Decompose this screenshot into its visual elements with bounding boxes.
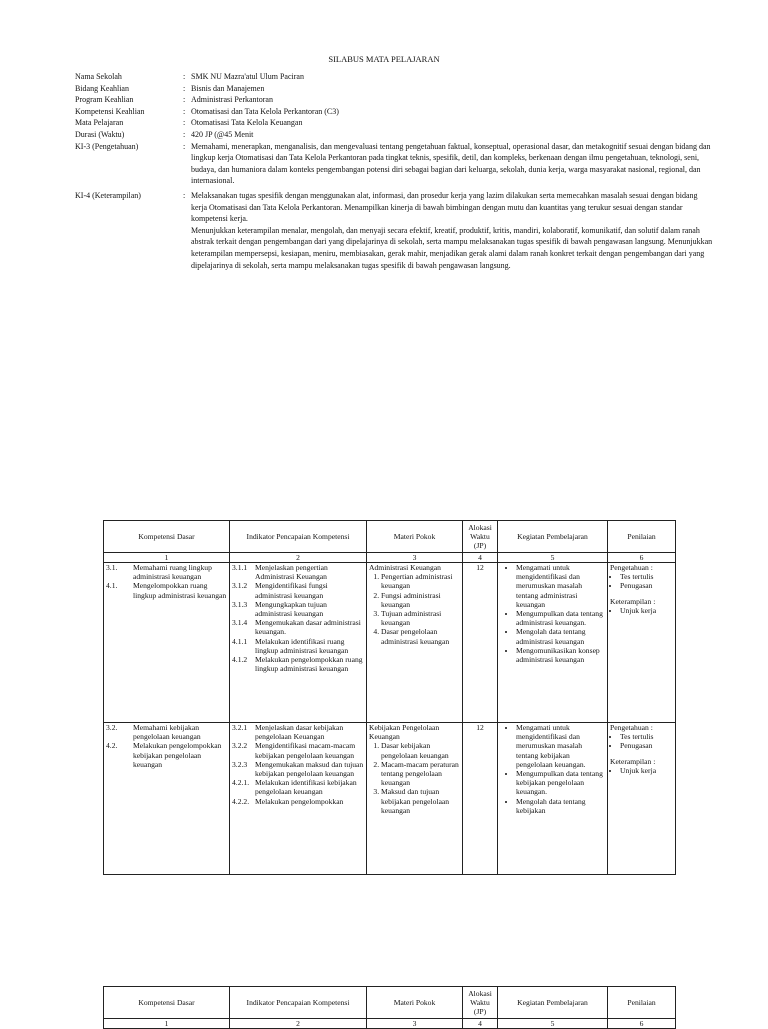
kd-number: 4.1. — [106, 581, 118, 591]
school-info — [75, 71, 715, 271]
indicator-text: Mengemukakan maksud dan tujuan kebijakan pengelolaan keuangan — [255, 759, 364, 779]
header-cell: Alokasi Waktu (JP) — [463, 987, 498, 1019]
header-cell: Kegiatan Pembelajaran — [498, 521, 608, 553]
column-number: 2 — [230, 553, 367, 563]
alokasi-value: 12 — [476, 563, 484, 572]
penilaian-label: Pengetahuan : — [610, 563, 653, 572]
kd-cell — [104, 723, 230, 875]
materi-item: 4. Dasar pengelolaan administrasi keuangan — [381, 627, 460, 645]
indicator-number: 3.1.2 — [232, 581, 248, 591]
indicator-text: Melakukan identifikasi ruang lingkup administrasi keuangan — [255, 636, 349, 655]
column-number: 6 — [608, 1019, 676, 1029]
ki3-row — [75, 141, 715, 187]
info-colon: : — [183, 106, 186, 116]
indicator-text: Menjelaskan dasar kebijakan pengelolaan Keuangan — [255, 723, 344, 742]
header-cell: Materi Pokok — [367, 987, 463, 1019]
materi-item: 2. Macam-macam peraturan tentang pengelolaan keuangan — [381, 760, 460, 788]
indicator-item — [232, 741, 364, 759]
info-label: Program Keahlian — [75, 95, 134, 105]
info-label: Bidang Keahlian — [75, 83, 129, 93]
header-cell: Kompetensi Dasar — [104, 987, 230, 1019]
kd-text: Memahami ruang lingkup administrasi keuangan — [133, 563, 212, 582]
info-row — [75, 106, 715, 118]
materi-cell — [367, 563, 463, 723]
kd-text: Memahami kebijakan pengelolaan keuangan — [133, 723, 201, 742]
kegiatan-item: • Mengamati untuk mengidentifikasi dan merumuskan masalah tentang kebijakan pengelolaan keuangan. — [516, 723, 605, 769]
info-colon: : — [183, 118, 186, 128]
indicator-text: Mengemukakan dasar administrasi keuangan. — [255, 618, 361, 637]
indicator-number: 3.1.1 — [232, 563, 248, 572]
kd-cell — [104, 563, 230, 723]
penilaian-item: • Unjuk kerja — [620, 606, 673, 615]
info-label: Durasi (Waktu) — [75, 129, 125, 139]
materi-list — [369, 572, 460, 646]
penilaian-list — [610, 732, 673, 750]
column-number: 1 — [104, 553, 230, 563]
kegiatan-cell — [498, 563, 608, 723]
info-colon: : — [183, 190, 186, 200]
ki4-row — [75, 190, 715, 271]
ki3-text: Memahami, menerapkan, menganalisis, dan mengevaluasi tentang pengetahuan faktual, konseptual, operasional dasar, dan metakognitif sesuai dengan bidang dan lingkup kerja Otomatisasi dan Tata Kelola Perkantoran pada tingkat teknis, spesifik, detil, dan kompleks, berkenaan dengan ilmu pengetahuan, teknologi, seni, budaya, dan humaniora dalam konteks pengembangan potensi diri sebagai bagian dari keluarga, sekolah, dunia kerja, warga masyarakat nasional, regional, dan internasional. — [191, 141, 711, 186]
column-number: 6 — [608, 553, 676, 563]
kd-text: Melakukan pengelompokkan kebijakan pengelolaan keuangan — [133, 741, 222, 769]
header-cell: Alokasi Waktu (JP) — [463, 521, 498, 553]
indicator-text: Menjelaskan pengertian Administrasi Keuangan — [255, 563, 328, 582]
column-number: 4 — [463, 553, 498, 563]
indicator-text: Mengungkapkan tujuan administrasi keuangan — [255, 599, 327, 619]
info-value: Otomatisasi Tata Kelola Keuangan — [191, 118, 303, 128]
kegiatan-list — [500, 563, 605, 664]
indicator-item — [232, 760, 364, 778]
materi-item: 1. Dasar kebijakan pengelolaan keuangan — [381, 741, 460, 759]
ki4-label: KI-4 (Keterampilan) — [75, 190, 141, 200]
column-number: 2 — [230, 1019, 367, 1029]
kd-number: 3.1. — [106, 563, 118, 572]
info-colon: : — [183, 83, 186, 93]
indicator-number: 4.1.2 — [232, 655, 248, 665]
indicator-number: 3.1.4 — [232, 618, 248, 628]
kd-item — [106, 741, 227, 769]
indicator-item — [232, 778, 364, 796]
penilaian-item: • Tes tertulis — [620, 572, 673, 581]
kd-item — [106, 723, 227, 741]
kd-number: 3.2. — [106, 723, 118, 732]
penilaian-list — [610, 766, 673, 775]
info-row — [75, 83, 715, 95]
penilaian-item: • Unjuk kerja — [620, 766, 673, 775]
header-cell: Penilaian — [608, 987, 676, 1019]
header-cell: Indikator Pencapaian Kompetensi — [230, 987, 367, 1019]
indicator-item — [232, 655, 364, 673]
indicator-number: 4.1.1 — [232, 636, 248, 646]
kd-item — [106, 581, 227, 599]
kegiatan-item: • Mengumpulkan data tentang administrasi keuangan. — [516, 609, 605, 627]
alokasi-cell — [463, 563, 498, 723]
indicator-text: Melakukan pengelompokkan ruang lingkup administrasi keuangan — [255, 655, 363, 674]
kegiatan-item: • Mengumpulkan data tentang kebijakan pengelolaan keuangan. — [516, 769, 605, 797]
penilaian-list — [610, 606, 673, 615]
header-cell: Penilaian — [608, 521, 676, 553]
header-cell: Materi Pokok — [367, 521, 463, 553]
penilaian-label: Keterampilan : — [610, 756, 656, 766]
column-number: 5 — [498, 553, 608, 563]
column-number: 3 — [367, 1019, 463, 1029]
ki4-paragraph: Menunjukkan keterampilan menalar, mengolah, dan menyaji secara efektif, kreatif, produktif, kritis, mandiri, kolaboratif, komunikatif, dan solutif dalam ranah abstrak terkait dengan pengembangan dari yang dipelajarinya di sekolah, serta mampu melaksanakan tugas spesifik di bawah pengawasan langsung. Menunjukkan keterampilan mempersepsi, kesiapan, meniru, membiasakan, gerak mahir, menjadikan gerak alami dalam ranah konkret terkait dengan pengembangan dari yang dipelajarinya di sekolah, serta mampu melaksanakan tugas spesifik di bawah pengawasan langsung. — [191, 225, 713, 270]
indicator-item — [232, 581, 364, 599]
indicator-cell — [230, 723, 367, 875]
column-number: 1 — [104, 1019, 230, 1029]
indicator-text: Melakukan identifikasi kebijakan pengelolaan keuangan — [255, 778, 357, 797]
header-cell: Kegiatan Pembelajaran — [498, 987, 608, 1019]
info-label: Mata Pelajaran — [75, 118, 124, 128]
column-number: 3 — [367, 553, 463, 563]
kd-text: Mengelompokkan ruang lingkup administrasi keuangan — [133, 581, 227, 600]
kegiatan-list — [500, 723, 605, 815]
indicator-text: Melakukan pengelompokkan — [255, 796, 344, 806]
info-row — [75, 117, 715, 129]
info-label: Nama Sekolah — [75, 72, 122, 81]
materi-title: Administrasi Keuangan — [369, 563, 441, 572]
column-number: 4 — [463, 1019, 498, 1029]
ki3-label: KI-3 (Pengetahuan) — [75, 141, 139, 151]
ki4-text — [191, 190, 715, 271]
indicator-item — [232, 797, 364, 806]
materi-title: Kebijakan Pengelolaan Keuangan — [369, 723, 440, 742]
materi-list — [369, 741, 460, 815]
ki4-paragraph: Melaksanakan tugas spesifik dengan menggunakan alat, informasi, dan prosedur kerja yang lazim dilakukan serta memecahkan masalah sesuai dengan bidang kerja Otomatisasi dan Tata Kelola Perkantoran. Menampilkan kinerja di bawah bimbingan dengan mutu dan kuantitas yang terukur sesuai dengan standar kompetensi kerja. — [191, 190, 698, 224]
table-row — [104, 723, 676, 875]
syllabus-table-continued — [103, 986, 676, 1029]
indicator-number: 3.2.2 — [232, 741, 248, 751]
indicator-number: 3.2.3 — [232, 759, 248, 769]
info-row — [75, 71, 715, 83]
kegiatan-item: • Mengolah data tentang kebijakan — [516, 797, 605, 815]
alokasi-value: 12 — [476, 723, 484, 732]
penilaian-cell — [608, 723, 676, 875]
indicator-item — [232, 618, 364, 636]
info-value: SMK NU Mazra'atul Ulum Paciran — [191, 72, 304, 81]
materi-item: 1. Pengertian administrasi keuangan — [381, 572, 460, 590]
info-label: Kompetensi Keahlian — [75, 106, 145, 116]
kd-item — [106, 563, 227, 581]
header-cell: Indikator Pencapaian Kompetensi — [230, 521, 367, 553]
indicator-number: 4.2.2. — [232, 796, 250, 806]
materi-item: 2. Fungsi administrasi keuangan — [381, 591, 460, 609]
indicator-number: 3.2.1 — [232, 723, 248, 732]
indicator-number: 4.2.1. — [232, 778, 250, 788]
indicator-number: 3.1.3 — [232, 599, 248, 609]
penilaian-item: • Penugasan — [620, 581, 673, 590]
indicator-item — [232, 723, 364, 741]
info-row — [75, 129, 715, 141]
column-number: 5 — [498, 1019, 608, 1029]
indicator-cell — [230, 563, 367, 723]
table-row — [104, 563, 676, 723]
info-colon: : — [183, 72, 186, 81]
info-colon: : — [183, 95, 186, 105]
info-value: 420 JP (@45 Menit — [191, 129, 254, 139]
penilaian-item: • Penugasan — [620, 741, 673, 750]
indicator-item — [232, 600, 364, 618]
info-value: Otomatisasi dan Tata Kelola Perkantoran (C3) — [191, 106, 339, 116]
info-value: Administrasi Perkantoran — [191, 95, 273, 105]
kegiatan-cell — [498, 723, 608, 875]
header-cell: Kompetensi Dasar — [104, 521, 230, 553]
penilaian-cell — [608, 563, 676, 723]
indicator-item — [232, 563, 364, 581]
indicator-text: Mengidentifikasi fungsi administrasi keuangan — [255, 581, 328, 600]
kegiatan-item: • Mengolah data tentang administrasi keuangan — [516, 627, 605, 645]
info-row — [75, 94, 715, 106]
kegiatan-item: • Mengamati untuk mengidentifikasi dan merumuskan masalah tentang administrasi keuangan — [516, 563, 605, 609]
materi-cell — [367, 723, 463, 875]
kegiatan-item: • Mengomunikasikan konsep administrasi keuangan — [516, 646, 605, 664]
info-value: Bisnis dan Manajemen — [191, 83, 265, 93]
info-colon: : — [183, 141, 186, 151]
indicator-text: Mengidentifikasi macam-macam kebijakan pengelolaan keuangan — [255, 741, 356, 760]
document-title: SILABUS MATA PELAJARAN — [328, 54, 440, 64]
materi-item: 3. Maksud dan tujuan kebijakan pengelolaan keuangan — [381, 787, 460, 815]
penilaian-list — [610, 572, 673, 590]
alokasi-cell — [463, 723, 498, 875]
penilaian-label: Pengetahuan : — [610, 723, 653, 732]
indicator-item — [232, 637, 364, 655]
kd-number: 4.2. — [106, 741, 118, 751]
penilaian-label: Keterampilan : — [610, 596, 656, 606]
materi-item: 3. Tujuan administrasi keuangan — [381, 609, 460, 627]
syllabus-table — [103, 520, 676, 875]
penilaian-item: • Tes tertulis — [620, 732, 673, 741]
info-colon: : — [183, 129, 186, 139]
